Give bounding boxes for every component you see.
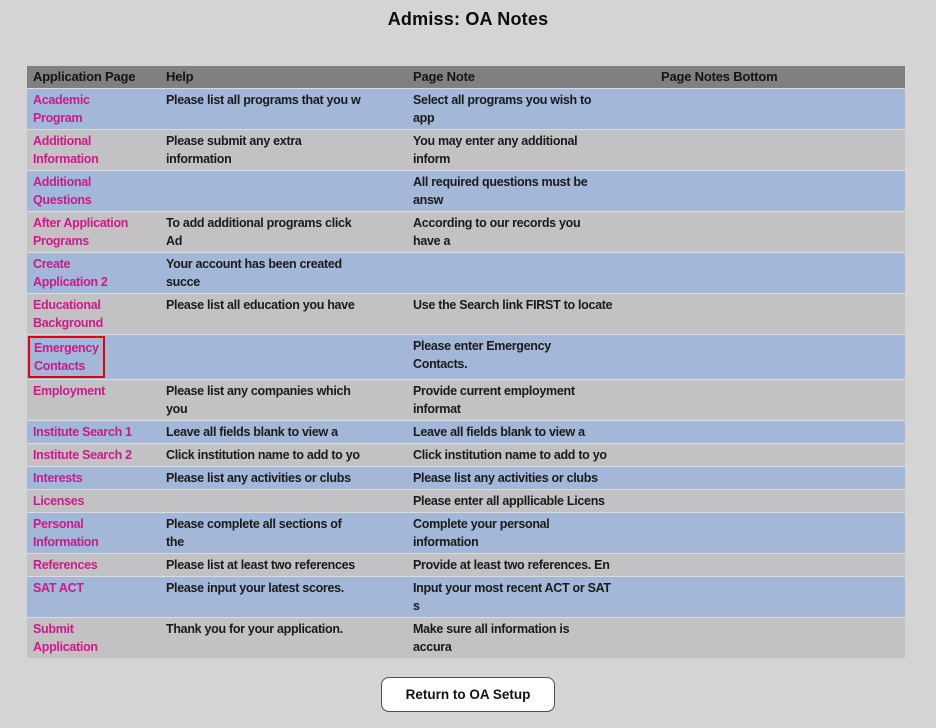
table-row (27, 577, 905, 618)
return-to-oa-setup-button[interactable]: Return to OA Setup (381, 677, 555, 712)
application-page-link[interactable]: Emergency Contacts (28, 336, 105, 378)
help-cell (160, 335, 407, 380)
application-page-cell (27, 89, 160, 130)
page-notes-bottom-cell (655, 380, 905, 421)
page-note-cell: Select all programs you wish to app (407, 89, 655, 130)
page-note-cell: Input your most recent ACT or SAT s (407, 577, 655, 618)
page-notes-bottom-cell (655, 421, 905, 444)
table-row (27, 294, 905, 335)
help-cell: Please list any companies which you (160, 380, 407, 421)
page-title: Admiss: OA Notes (387, 9, 549, 29)
application-page-cell (27, 253, 160, 294)
help-cell: Click institution name to add to yo (160, 444, 407, 467)
application-page-link[interactable]: Academic Program (33, 93, 90, 125)
table-row (27, 467, 905, 490)
application-page-link[interactable]: Educational Background (33, 298, 103, 330)
application-page-link[interactable]: SAT ACT (33, 581, 84, 595)
application-page-link[interactable]: Interests (33, 471, 83, 485)
help-cell: Please list all programs that you w (160, 89, 407, 130)
application-page-cell (27, 130, 160, 171)
page-note-cell: Use the Search link FIRST to locate (407, 294, 655, 335)
application-page-link[interactable]: Submit Application (33, 622, 98, 654)
help-cell: Please list any activities or clubs (160, 467, 407, 490)
help-cell: Thank you for your application. (160, 618, 407, 659)
help-cell: Please list at least two references (160, 554, 407, 577)
application-page-cell (27, 577, 160, 618)
page-note-cell (407, 253, 655, 294)
help-cell (160, 171, 407, 212)
page-notes-bottom-cell (655, 577, 905, 618)
page-notes-bottom-cell (655, 212, 905, 253)
application-page-cell (27, 444, 160, 467)
page-note-cell: Please enter Emergency Contacts. (407, 335, 655, 380)
help-cell: To add additional programs click Ad (160, 212, 407, 253)
page-note-cell: Please list any activities or clubs (407, 467, 655, 490)
help-cell: Your account has been created succe (160, 253, 407, 294)
page-notes-bottom-cell (655, 130, 905, 171)
table-header-row (27, 66, 905, 89)
page-notes-bottom-cell (655, 513, 905, 554)
page-notes-bottom-cell (655, 171, 905, 212)
col-header-help: Help (160, 66, 407, 89)
oa-notes-table (27, 66, 905, 658)
help-cell (160, 490, 407, 513)
footer-button-area (0, 677, 936, 712)
help-cell: Please list all education you have (160, 294, 407, 335)
page-notes-bottom-cell (655, 89, 905, 130)
table-row (27, 490, 905, 513)
page-note-cell: Provide current employment informat (407, 380, 655, 421)
page-note-cell: All required questions must be answ (407, 171, 655, 212)
application-page-cell (27, 467, 160, 490)
application-page-link[interactable]: Additional Information (33, 134, 99, 166)
application-page-cell (27, 554, 160, 577)
application-page-link[interactable]: Institute Search 2 (33, 448, 132, 462)
application-page-cell (27, 380, 160, 421)
page-note-cell: Leave all fields blank to view a (407, 421, 655, 444)
table-row (27, 554, 905, 577)
application-page-cell (27, 294, 160, 335)
page-note-cell: Provide at least two references. En (407, 554, 655, 577)
page-note-cell: According to our records you have a (407, 212, 655, 253)
application-page-cell (27, 421, 160, 444)
page-notes-bottom-cell (655, 490, 905, 513)
application-page-link[interactable]: Additional Questions (33, 175, 92, 207)
table-row (27, 380, 905, 421)
application-page-link[interactable]: Employment (33, 384, 106, 398)
table-row (27, 335, 905, 380)
application-page-cell (27, 490, 160, 513)
table-row (27, 444, 905, 467)
application-page-link[interactable]: After Application Programs (33, 216, 129, 248)
page-note-cell: Please enter all appllicable Licens (407, 490, 655, 513)
application-page-cell (27, 212, 160, 253)
application-page-link[interactable]: Personal Information (33, 517, 99, 549)
page-notes-bottom-cell (655, 253, 905, 294)
table-row (27, 130, 905, 171)
table-row (27, 421, 905, 444)
help-cell: Please input your latest scores. (160, 577, 407, 618)
application-page-link[interactable]: Institute Search 1 (33, 425, 132, 439)
application-page-cell (27, 335, 160, 380)
page-notes-bottom-cell (655, 618, 905, 659)
page-notes-bottom-cell (655, 294, 905, 335)
page-note-cell: Complete your personal information (407, 513, 655, 554)
application-page-cell (27, 618, 160, 659)
help-cell: Please submit any extra information (160, 130, 407, 171)
table-row (27, 513, 905, 554)
table-row (27, 89, 905, 130)
page-notes-bottom-cell (655, 335, 905, 380)
page-notes-bottom-cell (655, 554, 905, 577)
page-note-cell: Make sure all information is accura (407, 618, 655, 659)
page-notes-bottom-cell (655, 467, 905, 490)
table-row (27, 171, 905, 212)
application-page-cell (27, 513, 160, 554)
help-cell: Leave all fields blank to view a (160, 421, 407, 444)
application-page-link[interactable]: Licenses (33, 494, 85, 508)
col-header-application-page: Application Page (27, 66, 160, 89)
table-row (27, 253, 905, 294)
page-notes-bottom-cell (655, 444, 905, 467)
table-row (27, 212, 905, 253)
application-page-link[interactable]: Create Application 2 (33, 257, 108, 289)
page-note-cell: Click institution name to add to yo (407, 444, 655, 467)
col-header-page-note: Page Note (407, 66, 655, 89)
application-page-link[interactable]: References (33, 558, 98, 572)
page-note-cell: You may enter any additional inform (407, 130, 655, 171)
help-cell: Please complete all sections of the (160, 513, 407, 554)
table-row (27, 618, 905, 659)
application-page-cell (27, 171, 160, 212)
col-header-page-notes-bottom: Page Notes Bottom (655, 66, 905, 89)
